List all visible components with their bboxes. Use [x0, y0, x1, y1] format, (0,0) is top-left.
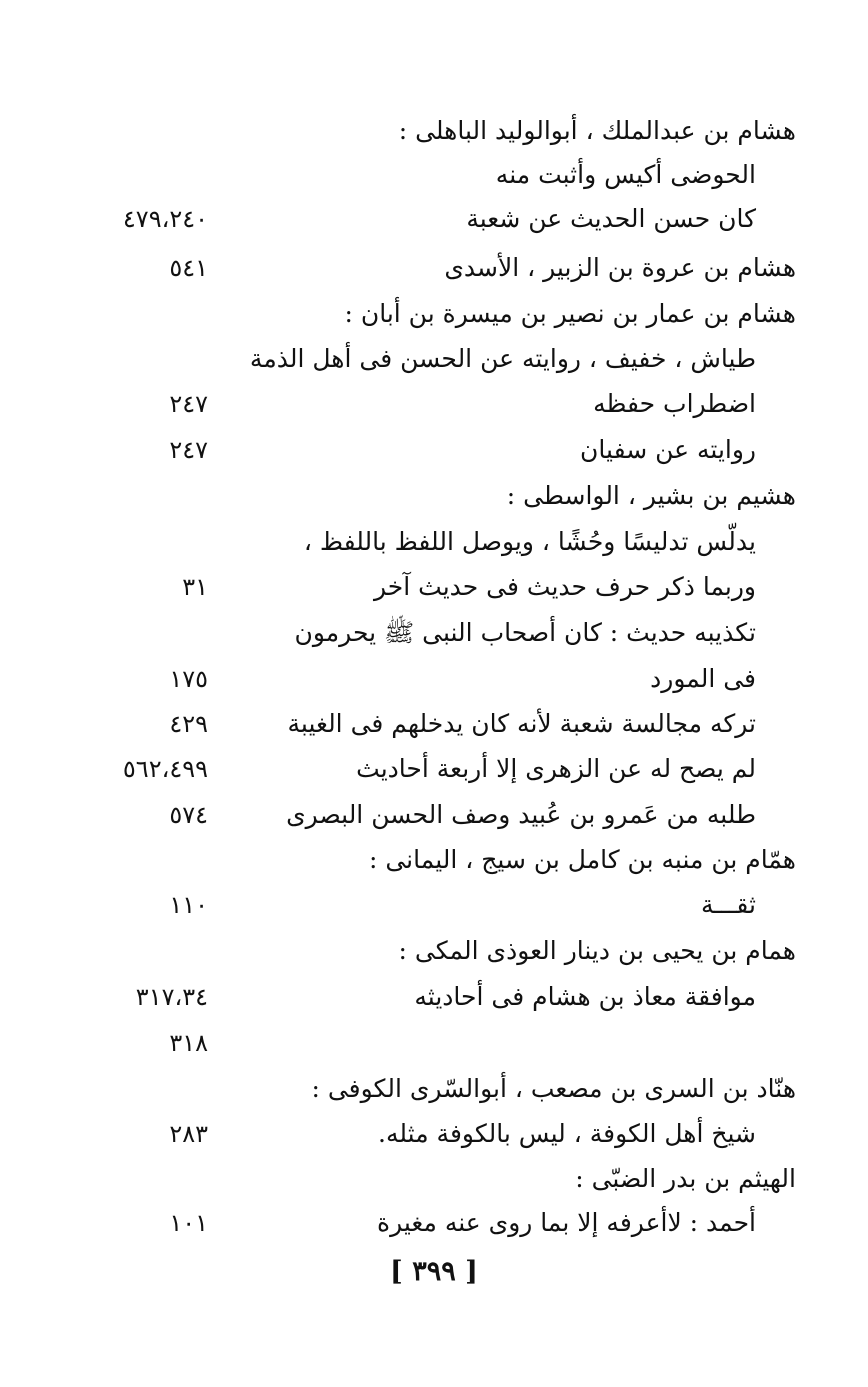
- page-reference: ٥٦٢،٤٩٩: [122, 755, 208, 783]
- index-entry-row: [0, 152, 868, 198]
- page-number-bracket-close: ]: [390, 1256, 403, 1287]
- entry-text: تكذيبه حديث : كان أصحاب النبى ﷺ يحرمون: [294, 618, 756, 647]
- index-entry-row: [0, 519, 868, 565]
- index-entry-row: [0, 336, 868, 382]
- entry-text: روايته عن سفيان: [580, 435, 756, 464]
- person-heading: هشيم بن بشير ، الواسطى :: [506, 481, 796, 510]
- entry-text: طياش ، خفيف ، روايته عن الحسن فى أهل الذمة: [249, 344, 756, 373]
- entry-text: شيخ أهل الكوفة ، ليس بالكوفة مثله.: [378, 1119, 756, 1148]
- page-reference: ٢٨٣: [169, 1120, 208, 1148]
- index-entry-row: [0, 792, 868, 838]
- person-heading: هنّاد بن السرى بن مصعب ، أبوالسّرى الكوفى :: [311, 1074, 796, 1103]
- page-reference: ٣١٧،٣٤: [135, 983, 208, 1011]
- page-reference: ٤٧٩،٢٤٠: [122, 205, 208, 233]
- index-entry-row: [0, 701, 868, 747]
- index-entry-row: [0, 656, 868, 702]
- index-entry-row: [0, 427, 868, 473]
- entry-text: وربما ذكر حرف حديث فى حديث آخر: [374, 572, 756, 601]
- entry-text: ثقـــة: [701, 890, 756, 919]
- index-entry-row: [0, 610, 868, 656]
- page-reference: ٥٧٤: [169, 801, 208, 829]
- index-heading-row: [0, 245, 868, 291]
- index-heading-row: [0, 1066, 868, 1112]
- index-entry-row: [0, 746, 868, 792]
- index-entry-row: [0, 882, 868, 928]
- person-heading: هشام بن عروة بن الزبير ، الأسدى: [444, 253, 796, 282]
- index-heading-row: [0, 928, 868, 974]
- index-entry-row: [0, 974, 868, 1020]
- index-entry-row: [0, 381, 868, 427]
- person-heading: هشام بن عبدالملك ، أبوالوليد الباهلى :: [398, 116, 796, 145]
- index-entry-row: [0, 1020, 868, 1066]
- page-number-bracket-open: [: [465, 1256, 478, 1287]
- page-reference: ١١٠: [169, 891, 208, 919]
- page-reference: ٢٤٧: [169, 436, 208, 464]
- person-heading: الهيثم بن بدر الضبّى :: [575, 1164, 796, 1193]
- entry-text: أحمد : لاأعرفه إلا بما روى عنه مغيرة: [377, 1208, 756, 1237]
- page-reference: ١٠١: [169, 1209, 208, 1237]
- page-reference: ٤٢٩: [169, 710, 208, 738]
- entry-text: تركه مجالسة شعبة لأنه كان يدخلهم فى الغيبة: [287, 709, 756, 738]
- index-heading-row: [0, 837, 868, 883]
- entry-text: كان حسن الحديث عن شعبة: [466, 204, 756, 233]
- entry-text: لم يصح له عن الزهرى إلا أربعة أحاديث: [356, 754, 756, 783]
- page-reference: ٥٤١: [169, 254, 208, 282]
- entry-text: اضطراب حفظه: [593, 389, 756, 418]
- index-entry-row: [0, 1200, 868, 1246]
- index-heading-row: [0, 473, 868, 519]
- person-heading: همام بن يحيى بن دينار العوذى المكى :: [398, 936, 796, 965]
- entry-text: طلبه من عَمرو بن عُبيد وصف الحسن البصرى: [286, 800, 756, 829]
- index-heading-row: [0, 291, 868, 337]
- page-number: [0, 1250, 868, 1294]
- person-heading: هشام بن عمار بن نصير بن ميسرة بن أبان :: [344, 299, 796, 328]
- page-reference: ٣١: [182, 573, 208, 601]
- page-reference: ١٧٥: [169, 665, 208, 693]
- entry-text: الحوضى أكيس وأثبت منه: [495, 160, 756, 189]
- entry-text: فى المورد: [650, 664, 756, 693]
- index-entry-row: [0, 1111, 868, 1157]
- person-heading: همّام بن منبه بن كامل بن سيج ، اليمانى :: [368, 845, 796, 874]
- index-entry-row: [0, 196, 868, 242]
- page-reference: ٢٤٧: [169, 390, 208, 418]
- page-reference-continued: ٣١٨: [169, 1029, 208, 1057]
- index-heading-row: [0, 1156, 868, 1202]
- entry-text: يدلّس تدليسًا وحُشًا ، ويوصل اللفظ باللفظ ،: [303, 527, 756, 556]
- index-heading-row: [0, 108, 868, 154]
- page-number-value: ٣٩٩: [412, 1256, 456, 1287]
- index-entry-row: [0, 564, 868, 610]
- entry-text: موافقة معاذ بن هشام فى أحاديثه: [414, 982, 756, 1011]
